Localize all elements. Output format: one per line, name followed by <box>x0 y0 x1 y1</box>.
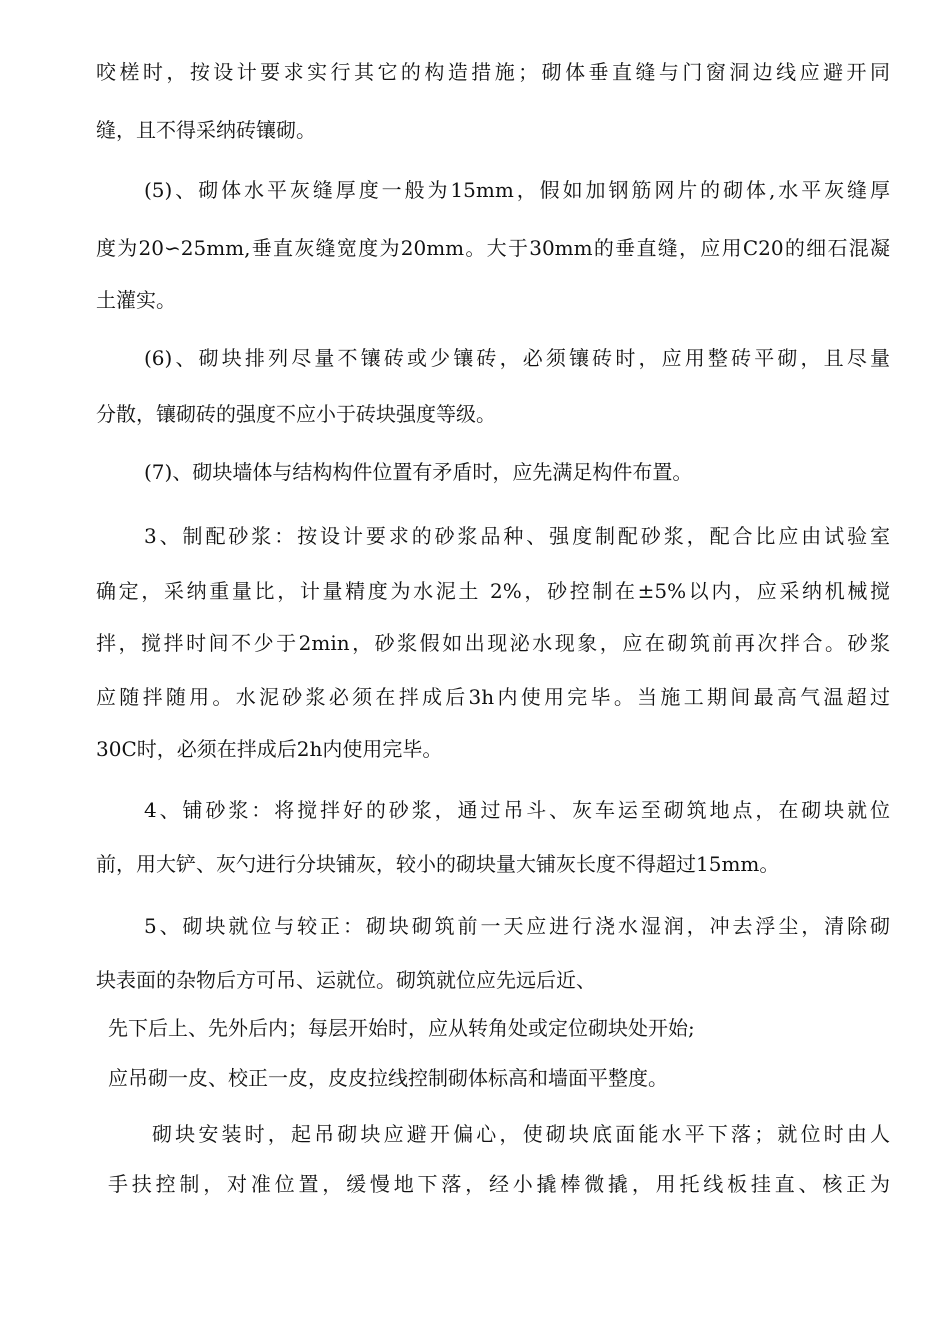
text-line-5: 土灌实。 <box>96 288 176 312</box>
text-line-18: 先下后上、先外后内；每层开始时，应从转角处或定位砌块处开始; <box>108 1016 695 1040</box>
text-line-11: 拌，搅拌时间不少于2min，砂浆假如出现泌水现象，应在砌筑前再次拌合。砂浆 <box>96 631 890 655</box>
text-line-17: 块表面的杂物后方可吊、运就位。砌筑就位应先远后近、 <box>96 968 596 992</box>
text-line-20: 砌块安装时，起吊砌块应避开偏心，使砌块底面能水平下落；就位时由人 <box>152 1122 890 1146</box>
text-line-4: 度为20∽25mm,垂直灰缝宽度为20mm。大于30mm的垂直缝，应用C20的细石混凝 <box>96 236 890 260</box>
text-line-12: 应随拌随用。水泥砂浆必须在拌成后3h内使用完毕。当施工期间最高气温超过 <box>96 685 890 709</box>
text-line-9: 3、制配砂浆：按设计要求的砂浆品种、强度制配砂浆，配合比应由试验室 <box>144 524 890 548</box>
text-line-14: 4、铺砂浆：将搅拌好的砂浆，通过吊斗、灰车运至砌筑地点，在砌块就位 <box>144 798 890 822</box>
text-line-13: 30C时，必须在拌成后2h内使用完毕。 <box>96 737 443 761</box>
text-line-16: 5、砌块就位与较正：砌块砌筑前一天应进行浇水湿润，冲去浮尘，清除砌 <box>144 914 890 938</box>
text-line-21: 手扶控制，对准位置，缓慢地下落，经小撬棒微撬，用托线板挂直、核正为 <box>108 1172 890 1196</box>
text-line-19: 应吊砌一皮、校正一皮，皮皮拉线控制砌体标高和墙面平整度。 <box>108 1066 668 1090</box>
text-line-7: 分散，镶砌砖的强度不应小于砖块强度等级。 <box>96 402 496 426</box>
text-line-1: 咬槎时，按设计要求实行其它的构造措施；砌体垂直缝与门窗洞边线应避开同 <box>96 60 890 84</box>
text-line-3: (5)、砌体水平灰缝厚度一般为15mm，假如加钢筋网片的砌体,水平灰缝厚 <box>144 178 890 202</box>
text-line-8: (7)、砌块墙体与结构构件位置有矛盾时，应先满足构件布置。 <box>144 460 693 484</box>
text-line-2: 缝，且不得采纳砖镶砌。 <box>96 118 316 142</box>
text-line-6: (6)、砌块排列尽量不镶砖或少镶砖，必须镶砖时，应用整砖平砌，且尽量 <box>144 346 890 370</box>
text-line-15: 前，用大铲、灰勺进行分块铺灰，较小的砌块量大铺灰长度不得超过15mm。 <box>96 852 780 876</box>
text-line-10: 确定，采纳重量比，计量精度为水泥土 2%，砂控制在±5%以内，应采纳机械搅 <box>96 579 890 603</box>
